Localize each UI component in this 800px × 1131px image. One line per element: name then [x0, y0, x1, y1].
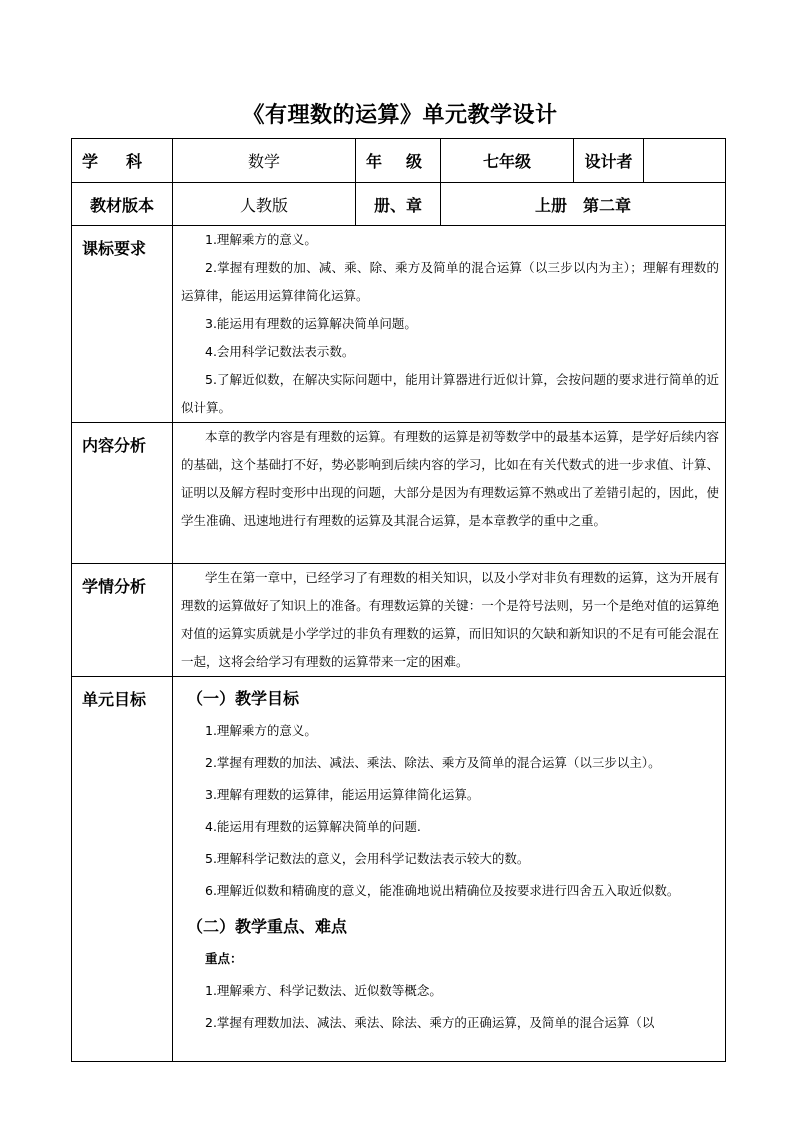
edition-label: 教材版本: [72, 183, 173, 226]
goal-item: 3.理解有理数的运算律，能运用运算律简化运算。: [205, 787, 480, 802]
subject-label-char-1: 学: [82, 152, 99, 171]
teaching-goals-heading: （一）教学目标: [187, 689, 300, 708]
curriculum-item: 5.了解近似数，在解决实际问题中，能用计算器进行近似计算，会按问题的要求进行简单的近似计算。: [181, 372, 719, 415]
learner-analysis-cell: [173, 564, 726, 677]
goal-item: 4.能运用有理数的运算解决简单的问题.: [205, 819, 421, 834]
page-title: 《有理数的运算》单元教学设计: [242, 103, 558, 128]
content-analysis-text: 本章的教学内容是有理数的运算。有理数的运算是初等数学中的最基本运算，是学好后续内容的基础，这个基础打不好，势必影响到后续内容的学习，比如在有关代数式的进一步求值、计算、证明以及解方程时变形中出现的问题，大部分是因为有理数运算不熟或出了差错引起的，因此，使学生准确、迅速地进行有理数的运算及其混合运算，是本章教学的重中之重。: [181, 429, 719, 528]
subject-label-char-2: 科: [125, 152, 142, 171]
learner-analysis-text: 学生在第一章中，已经学习了有理数的相关知识，以及小学对非负有理数的运算，这为开展有理数的运算做好了知识上的准备。有理数运算的关键：一个是符号法则，另一个是绝对值的运算绝对值的运算实质就是小学学过的非负有理数的运算，而旧知识的欠缺和新知识的不足有可能会混在一起，这将会给学习有理数的运算带来一定的困难。: [181, 570, 719, 669]
curriculum-item: 4.会用科学记数法表示数。: [205, 344, 355, 359]
key-difficult-heading: （二）教学重点、难点: [187, 917, 348, 936]
volume-label: 册、章: [356, 183, 441, 226]
info-row-subject: [72, 139, 726, 183]
learner-analysis-row: [72, 564, 726, 677]
content-analysis-row: [72, 423, 726, 564]
content-analysis-label: 内容分析: [72, 423, 173, 564]
curriculum-content: [173, 226, 726, 423]
edition-value: 人教版: [173, 183, 356, 226]
designer-value: [644, 139, 726, 183]
volume-value: 上册 第二章: [441, 183, 726, 226]
unit-design-table: [71, 138, 726, 1062]
key-point-item: 1.理解乘方、科学记数法、近似数等概念。: [205, 983, 442, 998]
unit-goals-content: [173, 677, 726, 1062]
unit-goals-label: 单元目标: [72, 677, 173, 1062]
designer-label: 设计者: [574, 139, 644, 183]
goal-item: 2.掌握有理数的加法、减法、乘法、除法、乘方及简单的混合运算（以三步以主）。: [205, 755, 661, 770]
curriculum-item: 1.理解乘方的意义。: [205, 232, 317, 247]
goal-item: 1.理解乘方的意义。: [205, 723, 317, 738]
curriculum-item: 3.能运用有理数的运算解决简单问题。: [205, 316, 417, 331]
grade-label-cell: [356, 139, 441, 183]
curriculum-item: 2.掌握有理数的加、减、乘、除、乘方及简单的混合运算（以三步以内为主）；理解有理数的运算律，能运用运算律简化运算。: [181, 260, 719, 303]
goal-item: 6.理解近似数和精确度的意义，能准确地说出精确位及按要求进行四舍五入取近似数。: [205, 883, 680, 898]
unit-goals-row: [72, 677, 726, 1062]
subject-label-cell: [72, 139, 173, 183]
key-point-item: 2.掌握有理数加法、减法、乘法、除法、乘方的正确运算，及简单的混合运算（以: [205, 1015, 655, 1030]
key-points-label: 重点：: [205, 951, 243, 966]
info-row-edition: [72, 183, 726, 226]
learner-analysis-label: 学情分析: [72, 564, 173, 677]
grade-value: 七年级: [441, 139, 574, 183]
grade-label-char-1: 年: [366, 152, 383, 171]
content-analysis-cell: [173, 423, 726, 564]
curriculum-label: 课标要求: [72, 226, 173, 423]
goal-item: 5.理解科学记数法的意义，会用科学记数法表示较大的数。: [205, 851, 530, 866]
subject-value: 数学: [173, 139, 356, 183]
grade-label-char-2: 级: [405, 152, 422, 171]
curriculum-row: [72, 226, 726, 423]
